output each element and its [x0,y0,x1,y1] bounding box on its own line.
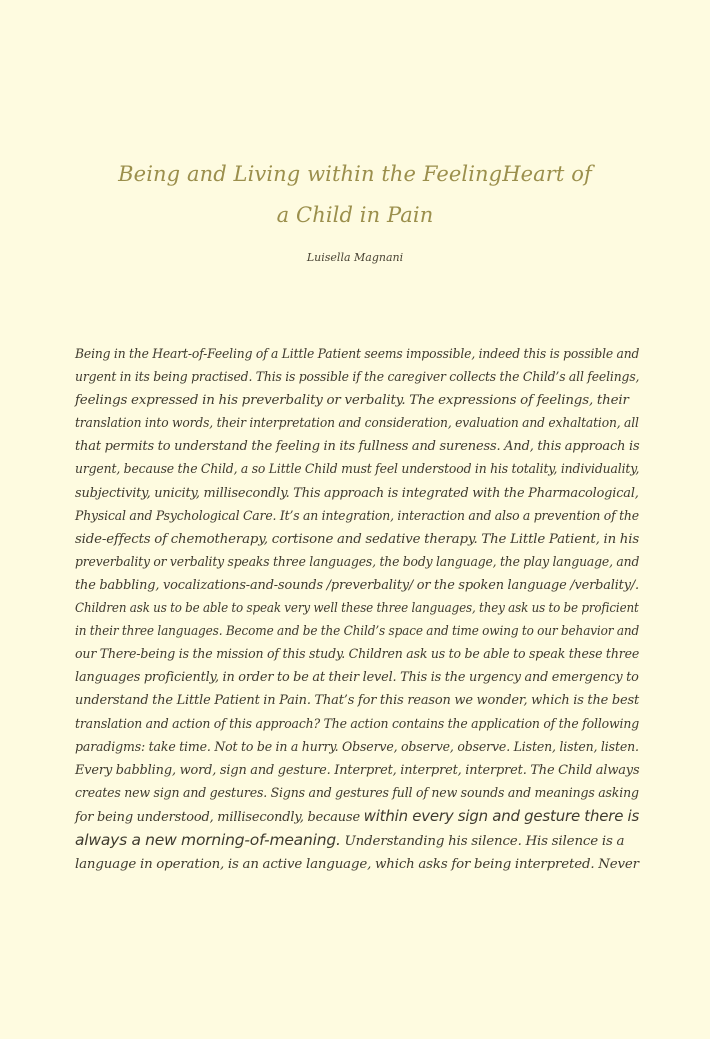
abstract-line: our There-being is the mission of this study. Children ask us to be able to speak these three [75,647,640,663]
abstract-line: side-effects of chemotherapy, cortisone and sedative therapy. The Little Patient, in his [75,531,640,547]
abstract-line-text: for being understood, millisecondly, because [75,809,364,825]
emphasized-phrase: always a new morning-of-meaning. [75,830,341,849]
abstract-line: Children ask us to be able to speak very well these three languages, they ask us to be proficient [75,601,639,617]
title-line-2: a Child in Pain [276,203,434,227]
abstract-line: creates new sign and gestures. Signs and gestures full of new sounds and meanings asking [75,785,639,801]
abstract-line: paradigms: take time. Not to be in a hurry. Observe, observe, observe. Listen, listen, listen. [75,739,639,755]
abstract-line: translation and action of this approach? The action contains the application of the following [75,716,640,732]
abstract-line: urgent in its being practised. This is possible if the caregiver collects the Child’s all feelings, [75,370,640,386]
abstract-line: urgent, because the Child, a so Little Child must feel understood in his totality, individuality, [75,462,640,478]
abstract-line [75,805,640,829]
abstract-line [75,829,637,853]
abstract-text [75,343,640,876]
abstract-line: in their three languages. Become and be the Child’s space and time owing to our behavior and [75,624,640,640]
abstract-line: the babbling, vocalizations-and-sounds /preverbality/ or the spoken language /verbality/. [75,577,640,593]
abstract-line: that permits to understand the feeling in its fullness and sureness. And, this approach is [75,439,640,455]
emphasized-phrase: within every sign and gesture there is [363,806,640,825]
abstract-line: subjectivity, unicity, millisecondly. This approach is integrated with the Pharmacological, [75,485,639,501]
abstract-line: languages proficiently, in order to be at their level. This is the urgency and emergency to [75,670,639,686]
title-line-1: Being and Living within the FeelingHeart of [118,162,592,186]
author-name: Luisella Magnani [306,251,404,264]
abstract-line: translation into words, their interpretation and consideration, evaluation and exhaltation, all [75,416,639,432]
abstract-line: preverbality or verbality speaks three languages, the body language, the play language, and [75,554,640,570]
article-title [60,154,650,236]
abstract-line: language in operation, is an active language, which asks for being interpreted. Never [75,857,639,873]
abstract-line: Every babbling, word, sign and gesture. Interpret, interpret, interpret. The Child always [75,762,640,778]
abstract-line-text: Understanding his silence. His silence is a [340,833,625,849]
abstract-line: understand the Little Patient in Pain. That’s for this reason we wonder, which is the best [75,693,640,709]
abstract-line: Physical and Psychological Care. It’s an integration, interaction and also a prevention of the [75,508,639,524]
abstract-line: Being in the Heart-of-Feeling of a Little Patient seems impossible, indeed this is possible and [75,347,640,362]
abstract-line: feelings expressed in his preverbality or verbality. The expressions of feelings, their [75,393,629,409]
